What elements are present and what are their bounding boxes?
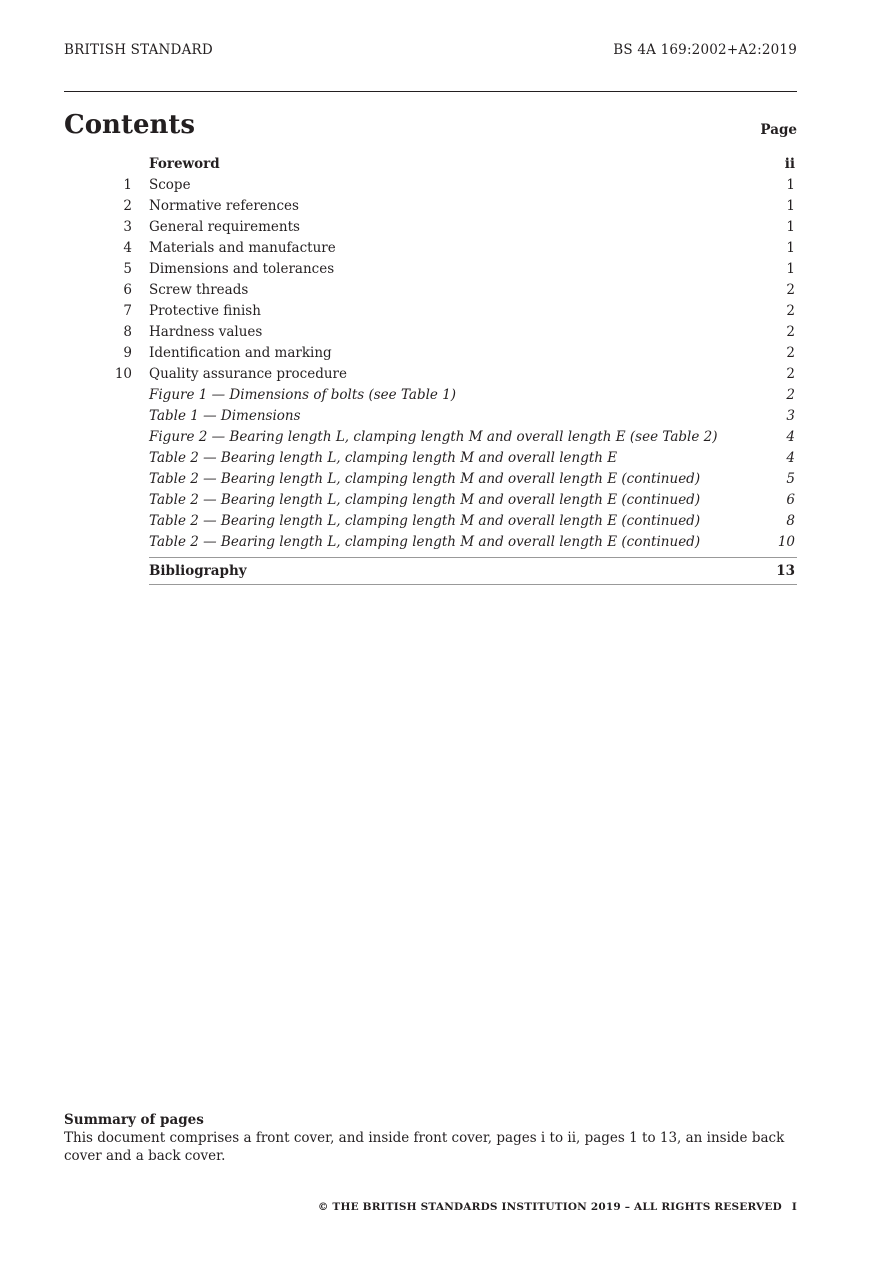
toc-entry[interactable]: [64, 343, 797, 364]
toc-entry-page: 10: [777, 534, 795, 550]
toc-entry[interactable]: [64, 427, 797, 448]
toc-entry-text: Figure 1 — Dimensions of bolts (see Table 1): [149, 387, 457, 403]
toc-entry[interactable]: [64, 532, 797, 553]
footer: [318, 1201, 797, 1213]
toc-entry-number: 7: [123, 303, 132, 319]
toc-entry-page: 6: [786, 492, 795, 508]
toc-entry-page: 2: [786, 324, 795, 340]
toc-entry-text: General requirements: [149, 219, 300, 235]
toc-entry-page: 2: [786, 282, 795, 298]
toc-entry-page: 1: [786, 261, 795, 277]
summary-text: This document comprises a front cover, and inside front cover, pages i to ii, pages 1 to 13, an inside back cover and a back cover.: [64, 1130, 785, 1164]
toc-entry-page: 2: [786, 303, 795, 319]
toc-entry-page: 5: [786, 471, 795, 487]
page-title: Contents: [64, 110, 196, 140]
toc-entry[interactable]: [64, 238, 797, 259]
toc-entry-text: Protective finish: [149, 303, 261, 319]
toc-entry[interactable]: [64, 511, 797, 532]
toc-entry-page: 2: [786, 366, 795, 382]
toc-entry-page: 4: [786, 450, 795, 466]
toc-entry-text: Bibliography: [149, 563, 247, 579]
toc-entry[interactable]: [64, 322, 797, 343]
header-rule: [64, 91, 797, 92]
toc-entry[interactable]: [64, 469, 797, 490]
toc-entry-text: Table 1 — Dimensions: [149, 408, 301, 424]
toc-entry-page: 3: [786, 408, 795, 424]
footer-copyright: © THE BRITISH STANDARDS INSTITUTION 2019 – ALL RIGHTS RESERVED: [317, 1201, 782, 1213]
toc-entry[interactable]: [64, 196, 797, 217]
toc-entry-page: 1: [786, 177, 795, 193]
toc-entry-number: 8: [123, 324, 132, 340]
toc-entry-page: ii: [784, 156, 795, 172]
toc-entry-page: 2: [786, 345, 795, 361]
toc-entry-text: Materials and manufacture: [149, 240, 336, 256]
toc-entry[interactable]: [64, 217, 797, 238]
toc-entry-number: 2: [123, 198, 132, 214]
toc-entry[interactable]: [64, 154, 797, 175]
toc-entry-page: 1: [786, 198, 795, 214]
toc-entry-page: 1: [786, 240, 795, 256]
toc-entry-page: 8: [786, 513, 795, 529]
toc-entry[interactable]: [64, 364, 797, 385]
toc-entry[interactable]: [64, 406, 797, 427]
toc-entry-text: Dimensions and tolerances: [149, 261, 335, 277]
toc-entry-page: 1: [786, 219, 795, 235]
header-standard-type: BRITISH STANDARD: [64, 42, 213, 58]
toc-entry[interactable]: [64, 280, 797, 301]
toc-entry-text: Figure 2 — Bearing length L, clamping length M and overall length E (see Table 2): [149, 429, 718, 445]
toc-entry-text: Quality assurance procedure: [149, 366, 347, 382]
toc-entry-number: 3: [123, 219, 132, 235]
toc-entry-text: Table 2 — Bearing length L, clamping length M and overall length E: [149, 450, 618, 466]
toc-entry-number: 6: [123, 282, 132, 298]
toc-entry-number: 5: [123, 261, 132, 277]
toc-entry-page: 13: [776, 563, 795, 579]
toc-entry-text: Screw threads: [149, 282, 249, 298]
toc-entry-page: 4: [786, 429, 795, 445]
table-of-contents: [64, 154, 797, 585]
toc-entry-number: 4: [123, 240, 132, 256]
page-column-label: Page: [760, 122, 797, 138]
toc-entry[interactable]: [64, 175, 797, 196]
toc-entry-number: 10: [114, 366, 132, 382]
toc-entry-text: Table 2 — Bearing length L, clamping length M and overall length E (continued): [149, 534, 701, 550]
toc-entry-text: Scope: [149, 177, 191, 193]
toc-entry-number: 1: [123, 177, 132, 193]
toc-entry[interactable]: [64, 385, 797, 406]
header-standard-number: BS 4A 169:2002+A2:2019: [613, 42, 797, 58]
toc-entry-text: Normative references: [149, 198, 299, 214]
toc-entry-bibliography[interactable]: [149, 557, 797, 585]
toc-entry-page: 2: [786, 387, 795, 403]
toc-entry-text: Table 2 — Bearing length L, clamping length M and overall length E (continued): [149, 471, 701, 487]
toc-entry-text: Table 2 — Bearing length L, clamping length M and overall length E (continued): [149, 492, 701, 508]
summary-of-pages: [64, 1111, 797, 1165]
toc-entry-text: Identification and marking: [149, 345, 332, 361]
toc-entry[interactable]: [64, 259, 797, 280]
toc-entry-text: Hardness values: [149, 324, 263, 340]
toc-entry[interactable]: [64, 301, 797, 322]
toc-entry-number: 9: [123, 345, 132, 361]
toc-entry[interactable]: [64, 490, 797, 511]
toc-entry-text: Foreword: [149, 156, 220, 172]
toc-entry[interactable]: [64, 448, 797, 469]
summary-heading: Summary of pages: [64, 1112, 204, 1128]
footer-page-number: I: [791, 1201, 797, 1213]
toc-entry-text: Table 2 — Bearing length L, clamping length M and overall length E (continued): [149, 513, 701, 529]
